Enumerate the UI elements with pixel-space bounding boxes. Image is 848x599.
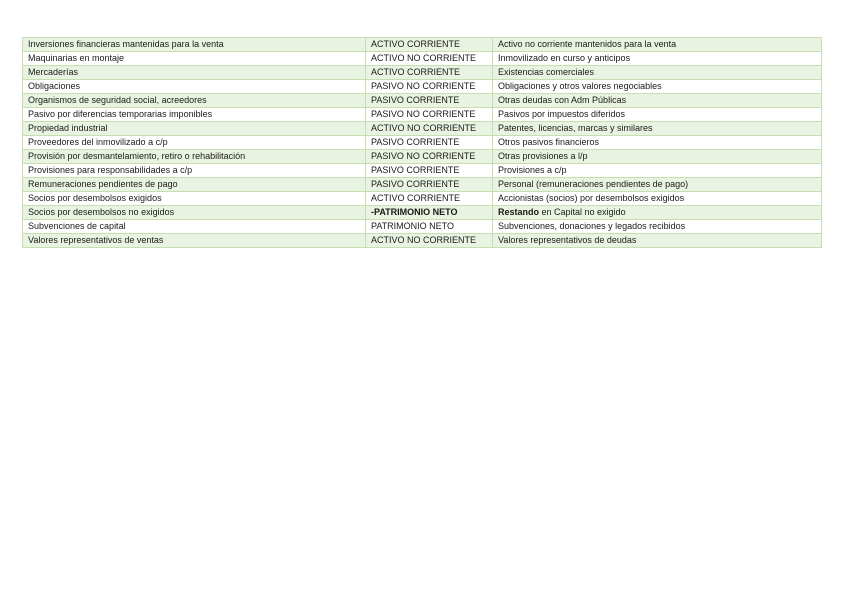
category-cell: ACTIVO NO CORRIENTE	[366, 234, 493, 248]
account-cell: Pasivo por diferencias temporarias imponibles	[23, 108, 366, 122]
description-cell: Personal (remuneraciones pendientes de pago)	[493, 178, 822, 192]
category-cell: PASIVO CORRIENTE	[366, 164, 493, 178]
category-cell: ACTIVO CORRIENTE	[366, 192, 493, 206]
description-cell: Provisiones a c/p	[493, 164, 822, 178]
description-bold-text: Restando	[498, 207, 540, 217]
account-cell: Subvenciones de capital	[23, 220, 366, 234]
description-cell: Inmovilizado en curso y anticipos	[493, 52, 822, 66]
category-cell: PASIVO NO CORRIENTE	[366, 150, 493, 164]
account-cell: Remuneraciones pendientes de pago	[23, 178, 366, 192]
category-cell: ACTIVO NO CORRIENTE	[366, 52, 493, 66]
account-cell: Provisiones para responsabilidades a c/p	[23, 164, 366, 178]
category-cell: PASIVO CORRIENTE	[366, 94, 493, 108]
category-cell: PASIVO NO CORRIENTE	[366, 80, 493, 94]
account-cell: Maquinarias en montaje	[23, 52, 366, 66]
table-row	[23, 108, 822, 122]
description-cell: Otras provisiones a l/p	[493, 150, 822, 164]
account-cell: Socios por desembolsos exigidos	[23, 192, 366, 206]
description-cell: Obligaciones y otros valores negociables	[493, 80, 822, 94]
category-bold-text: -PATRIMONIO NETO	[371, 207, 458, 217]
account-cell: Proveedores del inmovilizado a c/p	[23, 136, 366, 150]
account-cell: Organismos de seguridad social, acreedores	[23, 94, 366, 108]
category-cell: PATRIMONIO NETO	[366, 220, 493, 234]
description-cell: Valores representativos de deudas	[493, 234, 822, 248]
description-cell: Accionistas (socios) por desembolsos exigidos	[493, 192, 822, 206]
account-cell: Valores representativos de ventas	[23, 234, 366, 248]
category-cell: PASIVO NO CORRIENTE	[366, 108, 493, 122]
table-row	[23, 234, 822, 248]
table-row	[23, 52, 822, 66]
description-cell: Activo no corriente mantenidos para la venta	[493, 38, 822, 52]
account-cell: Socios por desembolsos no exigidos	[23, 206, 366, 220]
table-row	[23, 122, 822, 136]
category-cell	[366, 206, 493, 220]
table-row	[23, 206, 822, 220]
account-cell: Propiedad industrial	[23, 122, 366, 136]
table-row	[23, 220, 822, 234]
description-cell: Subvenciones, donaciones y legados recibidos	[493, 220, 822, 234]
table-row	[23, 192, 822, 206]
category-cell: PASIVO CORRIENTE	[366, 136, 493, 150]
table-row	[23, 66, 822, 80]
account-cell: Mercaderías	[23, 66, 366, 80]
description-text: en Capital no exigido	[539, 207, 626, 217]
description-cell	[493, 206, 822, 220]
description-cell: Otros pasivos financieros	[493, 136, 822, 150]
category-cell: ACTIVO CORRIENTE	[366, 66, 493, 80]
table-row	[23, 94, 822, 108]
description-cell: Patentes, licencias, marcas y similares	[493, 122, 822, 136]
account-cell: Obligaciones	[23, 80, 366, 94]
category-cell: PASIVO CORRIENTE	[366, 178, 493, 192]
table-row	[23, 178, 822, 192]
description-cell: Otras deudas con Adm Públicas	[493, 94, 822, 108]
table-row	[23, 136, 822, 150]
table-row	[23, 38, 822, 52]
account-cell: Provisión por desmantelamiento, retiro o rehabilitación	[23, 150, 366, 164]
category-cell: ACTIVO CORRIENTE	[366, 38, 493, 52]
description-cell: Existencias comerciales	[493, 66, 822, 80]
table-row	[23, 164, 822, 178]
table-row	[23, 80, 822, 94]
accounts-sheet	[22, 37, 822, 248]
description-cell: Pasivos por impuestos diferidos	[493, 108, 822, 122]
account-cell: Inversiones financieras mantenidas para la venta	[23, 38, 366, 52]
accounts-table	[22, 37, 822, 248]
table-row	[23, 150, 822, 164]
category-cell: ACTIVO NO CORRIENTE	[366, 122, 493, 136]
